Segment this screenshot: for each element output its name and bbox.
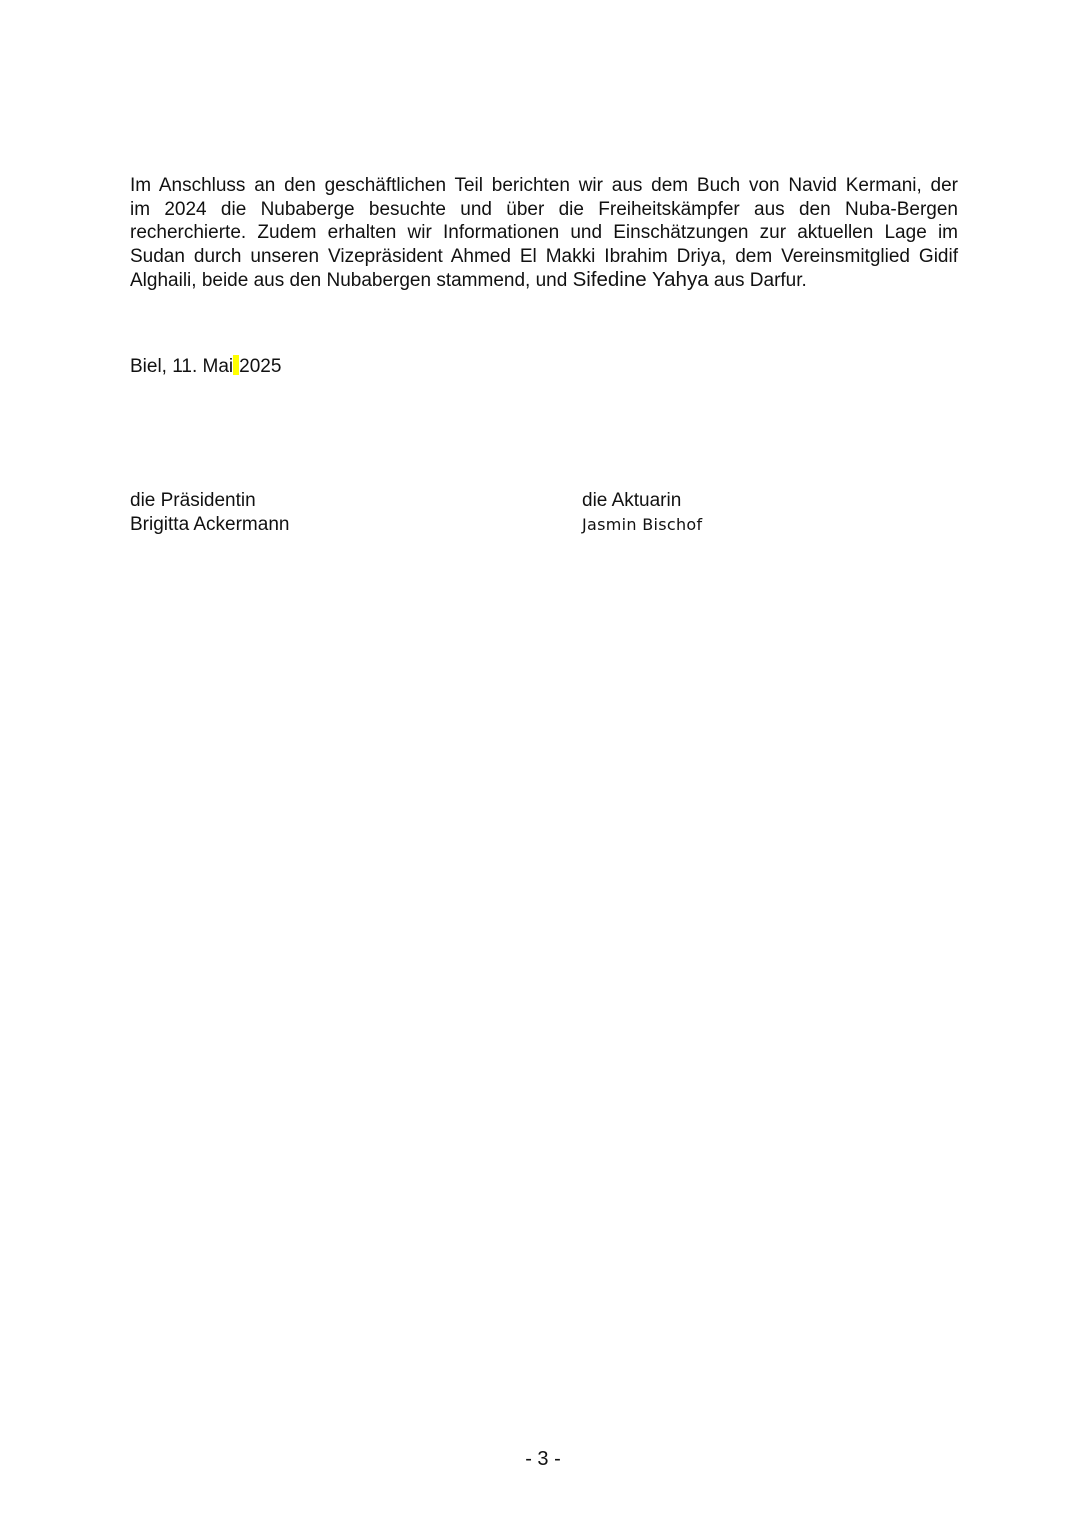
paragraph-line: im 2024 die Nubaberge besuchte und über die Freiheitskämpfer aus den Nuba-Bergen (130, 198, 958, 220)
body-paragraph (130, 174, 958, 293)
place-and-date (130, 355, 281, 379)
signature-block-secretary (582, 489, 702, 537)
year-text: 2025 (239, 356, 282, 377)
paragraph-text: aus Darfur. (713, 270, 807, 291)
page-number: - 3 - (525, 1448, 561, 1470)
paragraph-line: Im Anschluss an den geschäftlichen Teil berichten wir aus dem Buch von Navid Kermani, der (130, 175, 958, 196)
signature-name: Brigitta Ackermann (130, 514, 290, 535)
paragraph-line: Sudan durch unseren Vizepräsident Ahmed El Makki Ibrahim Driya, dem Vereinsmitglied Gidif (130, 245, 958, 267)
highlighted-name: Sifedine Yahya (572, 268, 709, 291)
signature-name: Jasmin Bischof (582, 515, 703, 534)
paragraph-line-last (130, 268, 958, 293)
signature-role: die Aktuarin (582, 490, 682, 511)
signature-role: die Präsidentin (130, 490, 256, 511)
paragraph-text: Alghaili, beide aus den Nubabergen stammend, und (130, 270, 568, 291)
signature-block-president (130, 489, 289, 537)
paragraph-line: recherchierte. Zudem erhalten wir Informationen und Einschätzungen zur aktuellen Lage im (130, 222, 958, 243)
place-date-text: Biel, 11. Mai (130, 356, 234, 377)
